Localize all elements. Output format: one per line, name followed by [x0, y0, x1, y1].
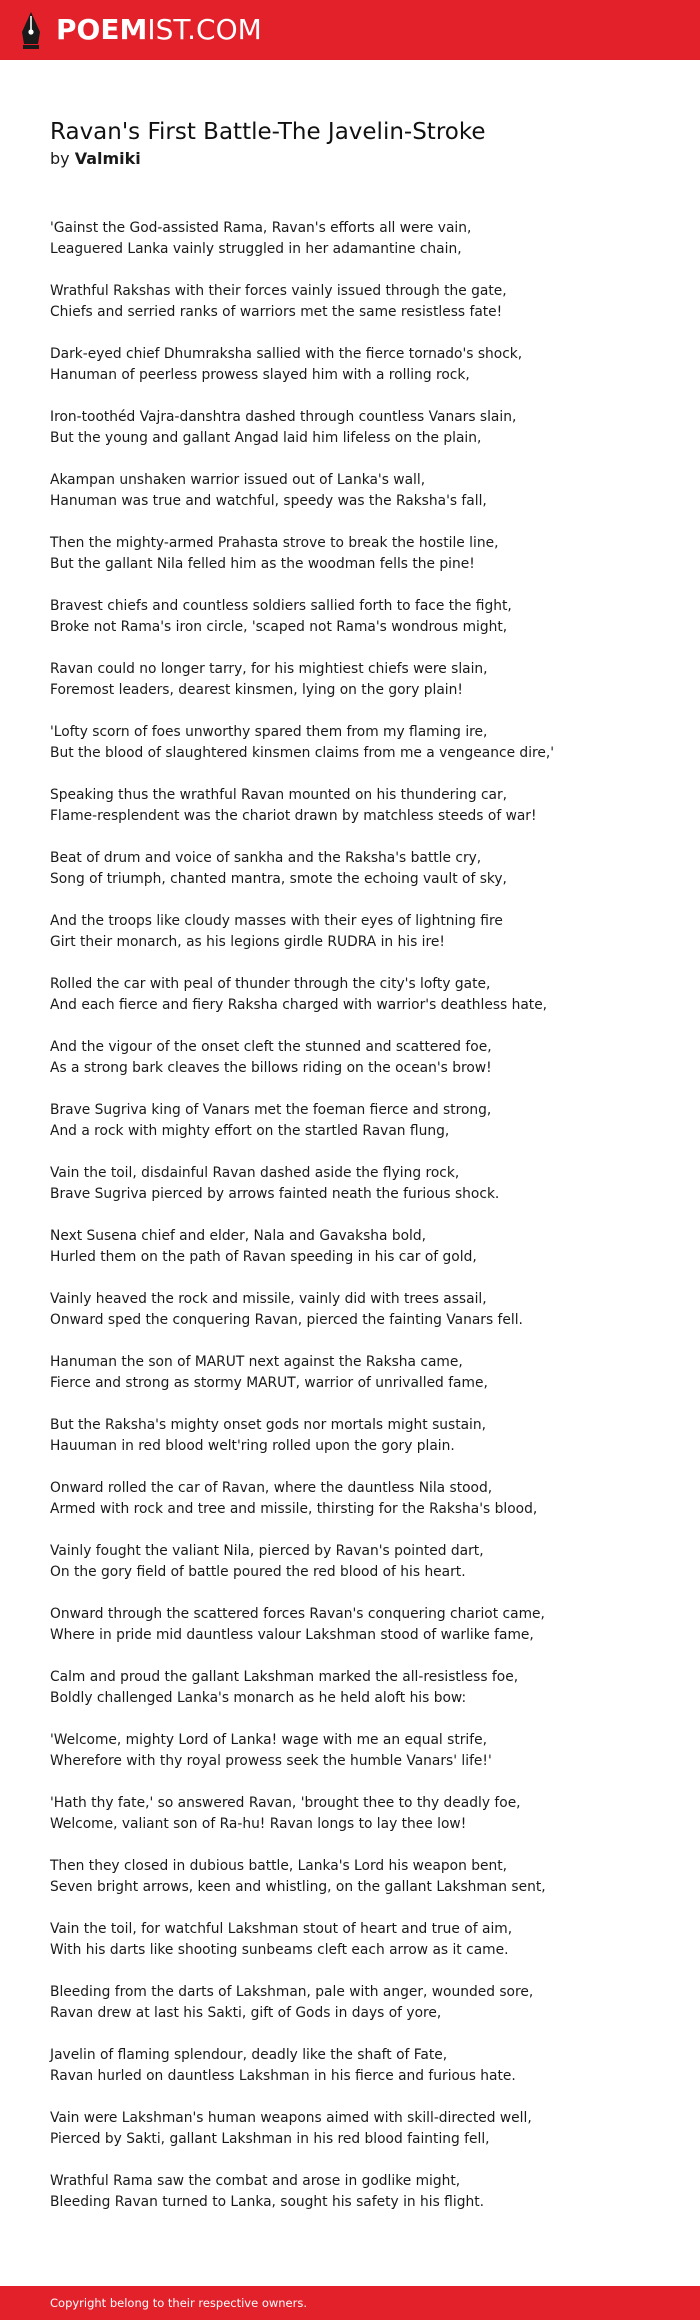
poem-line: 'Welcome, mighty Lord of Lanka! wage with me an equal strife, — [50, 1732, 487, 1748]
poem-line: Pierced by Sakti, gallant Lakshman in his red blood fainting fell, — [50, 2131, 490, 2147]
stanza — [50, 344, 660, 386]
stanza — [50, 1289, 660, 1331]
poem-line: Bleeding from the darts of Lakshman, pale with anger, wounded sore, — [50, 1984, 534, 2000]
poem-line: Beat of drum and voice of sankha and the Raksha's battle cry, — [50, 850, 482, 866]
poem-line: Hurled them on the path of Ravan speeding in his car of gold, — [50, 1249, 477, 1265]
poem-line: Vain were Lakshman's human weapons aimed with skill-directed well, — [50, 2110, 532, 2126]
poem-line: But the blood of slaughtered kinsmen claims from me a vengeance dire,' — [50, 745, 555, 761]
stanza — [50, 533, 660, 575]
stanza — [50, 596, 660, 638]
stanza — [50, 2171, 660, 2213]
poem-line: Welcome, valiant son of Ra-hu! Ravan longs to lay thee low! — [50, 1816, 467, 1832]
stanza — [50, 1163, 660, 1205]
poem-line: With his darts like shooting sunbeams cleft each arrow as it came. — [50, 1942, 509, 1958]
poem-line: Then the mighty-armed Prahasta strove to break the hostile line, — [50, 535, 499, 551]
stanza — [50, 1919, 660, 1961]
poem-line: Broke not Rama's iron circle, 'scaped not Rama's wondrous might, — [50, 619, 508, 635]
stanza — [50, 1226, 660, 1268]
byline — [50, 148, 650, 170]
by-label: by — [50, 149, 70, 168]
poem-line: Vain the toil, for watchful Lakshman stout of heart and true of aim, — [50, 1921, 513, 1937]
poem-line: 'Gainst the God-assisted Rama, Ravan's efforts all were vain, — [50, 220, 472, 236]
poem-line: And the vigour of the onset cleft the stunned and scattered foe, — [50, 1039, 492, 1055]
stanza — [50, 1982, 660, 2024]
stanza — [50, 2045, 660, 2087]
stanza — [50, 2108, 660, 2150]
stanza — [50, 1667, 660, 1709]
poem-line: Next Susena chief and elder, Nala and Gavaksha bold, — [50, 1228, 427, 1244]
poem-line: Armed with rock and tree and missile, thirsting for the Raksha's blood, — [50, 1501, 538, 1517]
poem-line: Javelin of flaming splendour, deadly like the shaft of Fate, — [50, 2047, 448, 2063]
poem-line: Flame-resplendent was the chariot drawn by matchless steeds of war! — [50, 808, 537, 824]
poem-line: Brave Sugriva pierced by arrows fainted neath the furious shock. — [50, 1186, 500, 1202]
poem-line: And each fierce and fiery Raksha charged with warrior's deathless hate, — [50, 997, 548, 1013]
poem-line: Ravan could no longer tarry, for his mightiest chiefs were slain, — [50, 661, 488, 677]
poem-line: Onward through the scattered forces Ravan's conquering chariot came, — [50, 1606, 545, 1622]
poem-line: Wrathful Rakshas with their forces vainly issued through the gate, — [50, 283, 507, 299]
stanza — [50, 1856, 660, 1898]
stanza — [50, 1793, 660, 1835]
poem-line: Dark-eyed chief Dhumraksha sallied with the fierce tornado's shock, — [50, 346, 523, 362]
poem-line: Bleeding Ravan turned to Lanka, sought his safety in his flight. — [50, 2194, 485, 2210]
poem-line: Chiefs and serried ranks of warriors met the same resistless fate! — [50, 304, 503, 320]
poem-line: Onward sped the conquering Ravan, pierced the fainting Vanars fell. — [50, 1312, 523, 1328]
poem-line: And the troops like cloudy masses with their eyes of lightning fire — [50, 913, 503, 929]
poem-line: Girt their monarch, as his legions girdle RUDRA in his ire! — [50, 934, 445, 950]
poem-line: Brave Sugriva king of Vanars met the foeman fierce and strong, — [50, 1102, 492, 1118]
stanza — [50, 1352, 660, 1394]
site-footer — [0, 2286, 700, 2320]
poem-line: Speaking thus the wrathful Ravan mounted on his thundering car, — [50, 787, 508, 803]
stanza — [50, 407, 660, 449]
brand-name-bold: POEM — [56, 13, 148, 46]
poem-line: Where in pride mid dauntless valour Lakshman stood of warlike fame, — [50, 1627, 534, 1643]
poem-line: 'Hath thy fate,' so answered Ravan, 'brought thee to thy deadly foe, — [50, 1795, 521, 1811]
poem-line: Hanuman the son of MARUT next against the Raksha came, — [50, 1354, 463, 1370]
poem-line: 'Lofty scorn of foes unworthy spared them from my flaming ire, — [50, 724, 488, 740]
stanza — [50, 911, 660, 953]
poem-line: Seven bright arrows, keen and whistling, on the gallant Lakshman sent, — [50, 1879, 546, 1895]
poem-header — [50, 118, 650, 170]
stanza — [50, 1415, 660, 1457]
stanza — [50, 470, 660, 512]
stanza — [50, 974, 660, 1016]
site-logo[interactable] — [20, 10, 262, 50]
poem-line: Foremost leaders, dearest kinsmen, lying on the gory plain! — [50, 682, 463, 698]
stanza — [50, 1730, 660, 1772]
poem-line: Wherefore with thy royal prowess seek the humble Vanars' life!' — [50, 1753, 492, 1769]
poem-line: Boldly challenged Lanka's monarch as he held aloft his bow: — [50, 1690, 467, 1706]
poem-line: But the Raksha's mighty onset gods nor mortals might sustain, — [50, 1417, 487, 1433]
poem-line: Bravest chiefs and countless soldiers sallied forth to face the fight, — [50, 598, 512, 614]
poem-line: Hanuman was true and watchful, speedy was the Raksha's fall, — [50, 493, 487, 509]
poem-line: But the young and gallant Angad laid him lifeless on the plain, — [50, 430, 482, 446]
stanza — [50, 1541, 660, 1583]
stanza — [50, 1100, 660, 1142]
stanza — [50, 785, 660, 827]
poem-line: Then they closed in dubious battle, Lanka's Lord his weapon bent, — [50, 1858, 508, 1874]
poem-line: Leaguered Lanka vainly struggled in her adamantine chain, — [50, 241, 462, 257]
pen-nib-icon — [20, 10, 42, 50]
poem-line: Hanuman of peerless prowess slayed him with a rolling rock, — [50, 367, 470, 383]
poem-body — [50, 218, 660, 2234]
stanza — [50, 1478, 660, 1520]
stanza — [50, 848, 660, 890]
poem-line: Iron-toothéd Vajra-danshtra dashed through countless Vanars slain, — [50, 409, 517, 425]
poem-line: Onward rolled the car of Ravan, where the dauntless Nila stood, — [50, 1480, 493, 1496]
poem-line: Fierce and strong as stormy MARUT, warrior of unrivalled fame, — [50, 1375, 488, 1391]
brand-name — [56, 13, 262, 46]
stanza — [50, 1604, 660, 1646]
poem-line: As a strong bark cleaves the billows riding on the ocean's brow! — [50, 1060, 492, 1076]
poem-line: On the gory field of battle poured the red blood of his heart. — [50, 1564, 466, 1580]
stanza — [50, 1037, 660, 1079]
poem-line: But the gallant Nila felled him as the woodman fells the pine! — [50, 556, 475, 572]
poem-line: And a rock with mighty effort on the startled Ravan flung, — [50, 1123, 450, 1139]
site-header — [0, 0, 700, 60]
brand-name-rest: IST.COM — [147, 13, 262, 46]
stanza — [50, 659, 660, 701]
poem-line: Vain the toil, disdainful Ravan dashed aside the flying rock, — [50, 1165, 460, 1181]
poem-line: Rolled the car with peal of thunder through the city's lofty gate, — [50, 976, 491, 992]
poem-line: Song of triumph, chanted mantra, smote the echoing vault of sky, — [50, 871, 507, 887]
author-link[interactable]: Valmiki — [74, 149, 141, 168]
poem-line: Ravan hurled on dauntless Lakshman in his fierce and furious hate. — [50, 2068, 516, 2084]
stanza — [50, 218, 660, 260]
poem-line: Wrathful Rama saw the combat and arose in godlike might, — [50, 2173, 461, 2189]
poem-line: Calm and proud the gallant Lakshman marked the all-resistless foe, — [50, 1669, 519, 1685]
poem-line: Vainly heaved the rock and missile, vainly did with trees assail, — [50, 1291, 487, 1307]
poem-line: Vainly fought the valiant Nila, pierced by Ravan's pointed dart, — [50, 1543, 484, 1559]
poem-line: Hauuman in red blood welt'ring rolled upon the gory plain. — [50, 1438, 455, 1454]
copyright-text: Copyright belong to their respective owners. — [50, 2296, 308, 2310]
poem-title: Ravan's First Battle-The Javelin-Stroke — [50, 119, 486, 145]
poem-line: Ravan drew at last his Sakti, gift of Gods in days of yore, — [50, 2005, 442, 2021]
poem-line: Akampan unshaken warrior issued out of Lanka's wall, — [50, 472, 426, 488]
stanza — [50, 281, 660, 323]
stanza — [50, 722, 660, 764]
